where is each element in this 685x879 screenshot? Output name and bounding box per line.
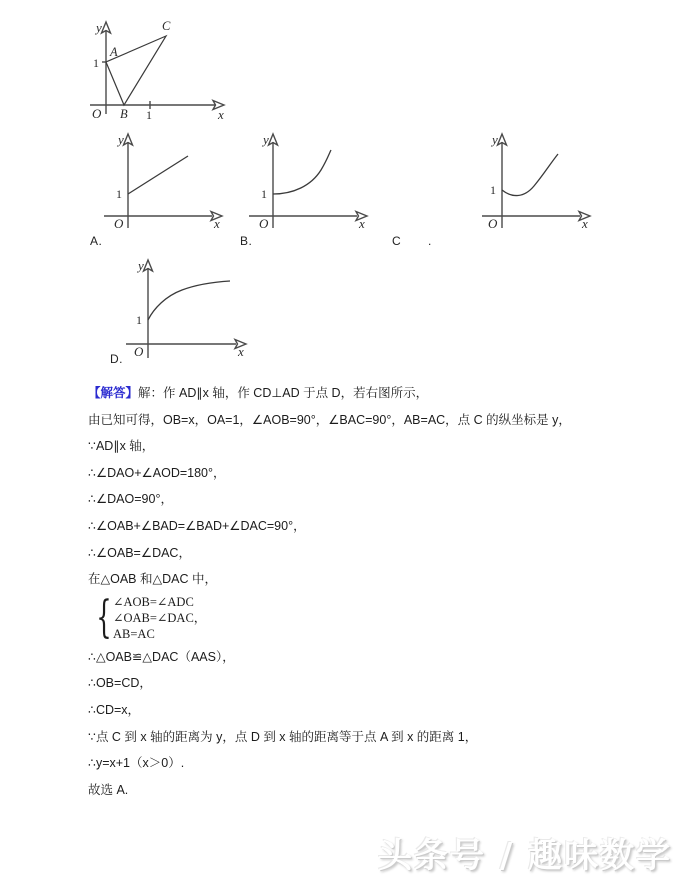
answer-tag: 【解答】	[88, 386, 139, 400]
origin-label: O	[488, 216, 498, 231]
option-c-figure	[480, 128, 630, 233]
equation-2: AB=AC	[113, 626, 155, 641]
point-label-a: A	[110, 45, 118, 59]
point-label-c: C	[162, 19, 171, 33]
solution-line-4: ∴∠DAO=90°，	[88, 492, 173, 507]
option-label-b: B.	[240, 234, 253, 248]
solution-line-8: ∴△OAB≌△DAC（AAS），	[88, 649, 235, 664]
y-intercept-label: 1	[116, 187, 122, 201]
equation-system	[90, 591, 668, 643]
option-label-d: D.	[110, 352, 123, 366]
option-d-svg	[120, 252, 260, 362]
option-d-figure	[120, 252, 260, 362]
option-b-svg	[245, 128, 375, 233]
linear-graph	[128, 156, 188, 194]
solution-line-13: 故选 A.	[88, 782, 129, 797]
solution-line-7: 在△OAB 和△DAC 中，	[88, 572, 217, 587]
solution-line-11: ∵点 C 到 x 轴的距离为 y，点 D 到 x 轴的距离等于点 A 到 x 的距离 1，	[88, 729, 478, 744]
option-label-c-suffix: .	[428, 234, 432, 248]
option-a-svg	[100, 128, 230, 233]
option-b-figure	[245, 128, 375, 233]
option-a-figure	[100, 128, 230, 233]
origin-label: O	[92, 106, 102, 121]
origin-label: O	[259, 216, 269, 231]
solution-line-0	[88, 380, 668, 407]
solution-line-9: ∴OB=CD，	[88, 676, 152, 691]
solution-line-6: ∴∠OAB=∠DAC，	[88, 545, 191, 560]
equation-0: ∠AOB=∠ADC	[113, 594, 194, 609]
y-axis-label: y	[118, 132, 124, 147]
solution-block	[88, 380, 668, 803]
watermark: 头条号 / 趣味数学	[378, 836, 673, 876]
point-label-b: B	[120, 107, 128, 121]
solution-line-10: ∴CD=x，	[88, 702, 141, 717]
x-axis-label: x	[218, 107, 224, 122]
solution-line-12: ∴y=x+1（x＞0）.	[88, 756, 185, 771]
origin-label: O	[114, 216, 124, 231]
main-triangle-figure	[88, 14, 233, 126]
x-axis-label: x	[238, 344, 244, 359]
y-tick-label-1: 1	[93, 56, 99, 70]
solution-line-2: ∵AD∥x 轴，	[88, 439, 155, 454]
origin-label: O	[134, 344, 144, 359]
solution-line-3: ∴∠DAO+∠AOD=180°，	[88, 465, 226, 480]
concave-curve	[148, 281, 230, 320]
equation-1: ∠OAB=∠DAC，	[113, 610, 207, 625]
solution-line-5: ∴∠OAB+∠BAD=∠BAD+∠DAC=90°，	[88, 518, 306, 533]
x-axis-label: x	[359, 216, 365, 231]
y-axis-label: y	[263, 132, 269, 147]
y-axis-label: y	[96, 20, 102, 35]
y-intercept-label: 1	[261, 187, 267, 201]
equation-list	[113, 594, 206, 642]
y-intercept-label: 1	[136, 313, 142, 327]
convex-curve	[273, 150, 331, 194]
left-brace-icon: {	[96, 591, 112, 643]
x-axis-label: x	[582, 216, 588, 231]
x-axis-label: x	[214, 216, 220, 231]
y-axis-label: y	[138, 258, 144, 273]
option-label-c: C	[392, 234, 402, 248]
solution-line-1: 由已知可得，OB=x，OA=1，∠AOB=90°，∠BAC=90°，AB=AC，点 C 的纵坐标是 y，	[88, 412, 571, 427]
dipping-curve	[502, 154, 558, 196]
x-tick-label-1: 1	[146, 108, 152, 122]
option-label-a: A.	[90, 234, 103, 248]
solution-text-0: 解：作 AD∥x 轴，作 CD⊥AD 于点 D，若右图所示，	[138, 386, 429, 400]
main-triangle-svg	[88, 14, 233, 126]
option-c-svg	[480, 128, 630, 233]
y-intercept-label: 1	[490, 183, 496, 197]
figure-area	[0, 0, 685, 372]
y-axis-label: y	[492, 132, 498, 147]
